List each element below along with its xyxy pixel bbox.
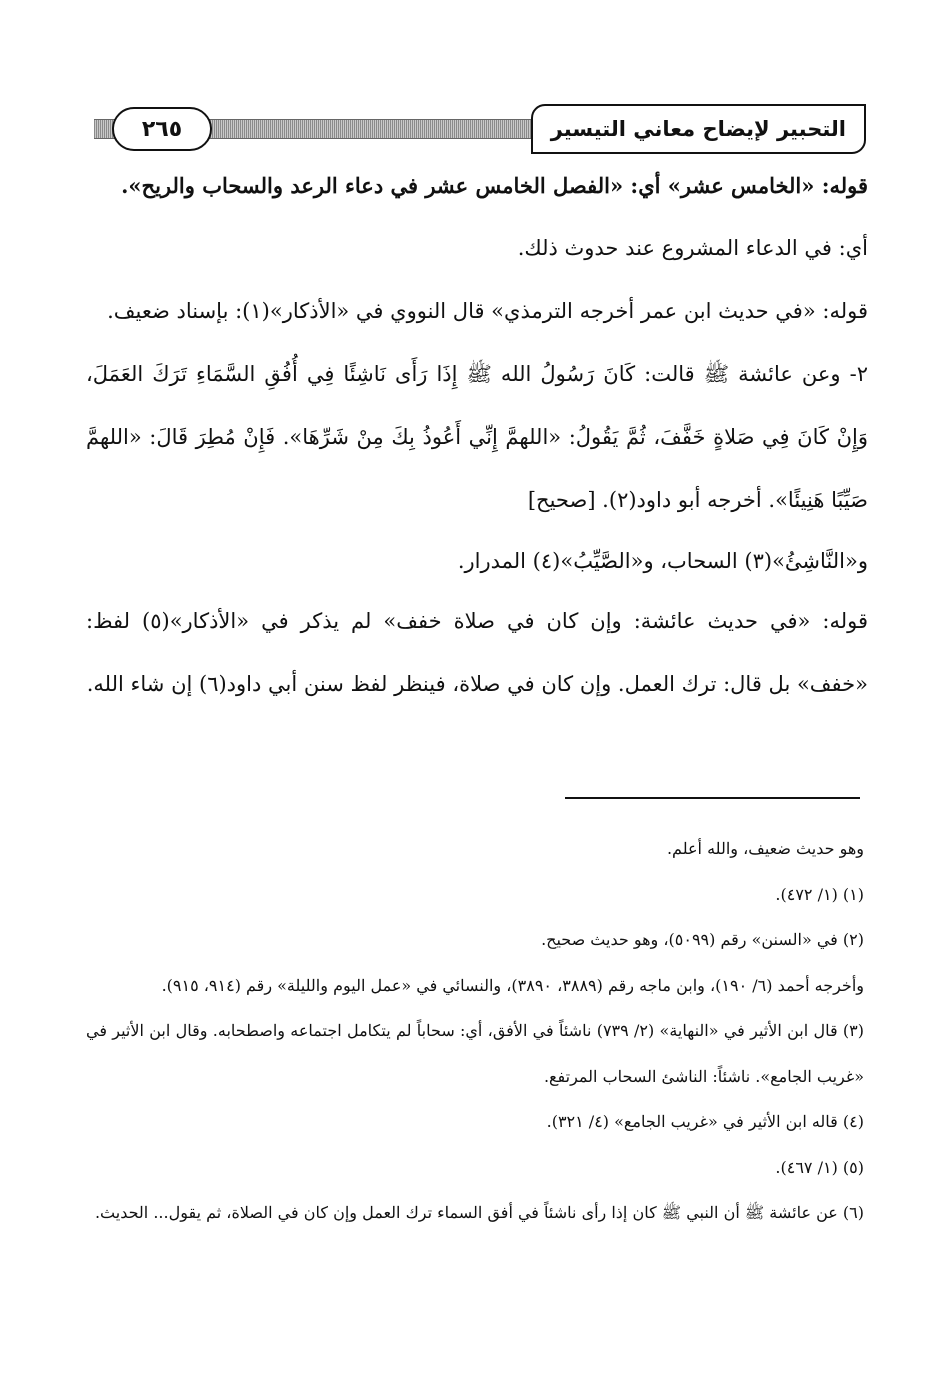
footnote-1: (١) (١/ ٤٧٢). bbox=[775, 884, 864, 904]
footnote-6: (٦) عن عائشة ﷺ أن النبي ﷺ كان إذا رأى ناشئاً في أفق السماء ترك العمل وإن كان في الصلاة، ثم يقول... الحديث. bbox=[94, 1203, 864, 1222]
footnote-separator bbox=[565, 797, 860, 799]
footnote-3: (٣) قال ابن الأثير في «النهاية» (٢/ ٧٣٩) ناشئاً في الأفق، أي: سحاباً لم يتكامل اجتماعه واصطحابه. وقال ابن الأثير في «غريب الجامع». ناشئاً: الناشئ السحاب المرتفع. bbox=[86, 1021, 864, 1086]
paragraph-6: قوله: «في حديث عائشة: وإن كان في صلاة خفف» لم يذكر في «الأذكار»(٥) لفظ: «خفف» بل قال: ترك العمل. وإن كان في صلاة، فينظر لفظ سنن أبي داود(٦) إن شاء الله. bbox=[86, 609, 868, 696]
footnote-2: (٢) في «السنن» رقم (٥٠٩٩)، وهو حديث صحيح. bbox=[541, 930, 864, 949]
page-header bbox=[94, 104, 866, 154]
paragraph-4-hadith: ٢- وعن عائشة ﷺ قالت: كَانَ رَسُولُ الله ﷺ إِذَا رَأَى نَاشِئًا فِي أُفُقِ السَّمَاءِ تَرَكَ العَمَلَ، وَإِنْ كَانَ فِي صَلاةٍ خَفَّفَ، ثُمَّ يَقُولُ: «اللهمَّ إِنِّي أَعُوذُ بِكَ مِنْ شَرِّهَا». فَإِنْ مُطِرَ قَالَ: «اللهمَّ صَيِّبًا هَنِيئًا». أخرجه أبو داود(٢). [صحيح] bbox=[86, 362, 868, 512]
paragraph-3: قوله: «في حديث ابن عمر أخرجه الترمذي» قال النووي في «الأذكار»(١): بإسناد ضعيف. bbox=[107, 299, 868, 323]
footnote-continuation: وهو حديث ضعيف، والله أعلم. bbox=[666, 839, 864, 858]
footnote-5: (٥) (١/ ٤٦٧). bbox=[775, 1157, 864, 1177]
paragraph-1: قوله: «الخامس عشر» أي: «الفصل الخامس عشر في دعاء الرعد والسحاب والريح». bbox=[121, 173, 868, 198]
paragraph-5: و«النَّاشِئُ»(٣) السحاب، و«الصَّيِّبُ»(٤) المدرار. bbox=[457, 549, 868, 573]
footnote-4: (٤) قاله ابن الأثير في «غريب الجامع» (٤/ ٣٢١). bbox=[546, 1112, 864, 1131]
main-text bbox=[86, 154, 868, 716]
paragraph-2: أي: في الدعاء المشروع عند حدوث ذلك. bbox=[517, 236, 868, 260]
footnotes bbox=[86, 826, 864, 1236]
book-title: التحبير لإيضاح معاني التيسير bbox=[531, 104, 866, 154]
page-number: ٢٦٥ bbox=[112, 107, 212, 151]
footnote-2-continued: وأخرجه أحمد (٦/ ١٩٠)، وابن ماجه رقم (٣٨٨٩، ٣٨٩٠)، والنسائي في «عمل اليوم والليلة» رقم (٩١٤، ٩١٥). bbox=[161, 975, 864, 995]
